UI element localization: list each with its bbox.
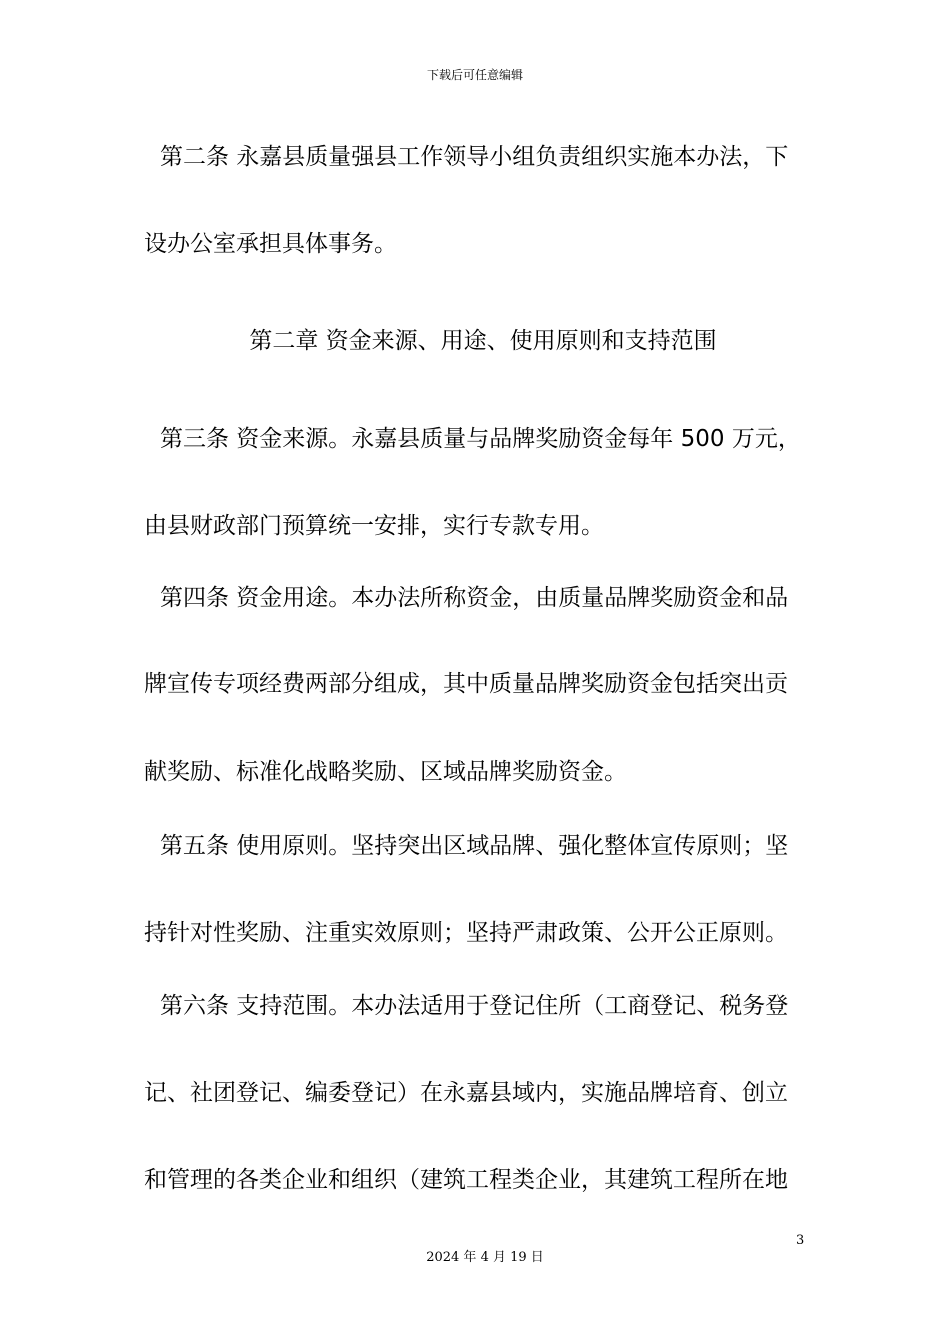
page-header: 下载后可任意编辑 bbox=[426, 68, 523, 82]
article-5-line-1: 第五条 使用原则。坚持突出区域品牌、强化整体宣传原则；坚 bbox=[160, 833, 789, 859]
article-2-line-1: 第二条 永嘉县质量强县工作领导小组负责组织实施本办法，下 bbox=[160, 144, 789, 170]
footer-date: 2024 年 4 月 19 日 bbox=[426, 1250, 544, 1265]
page-number: 3 bbox=[796, 1233, 805, 1248]
article-2-line-2: 设办公室承担具体事务。 bbox=[144, 231, 397, 257]
article-3-line-2: 由县财政部门预算统一安排，实行专款专用。 bbox=[144, 513, 604, 539]
article-6-line-2: 记、社团登记、编委登记）在永嘉县域内，实施品牌培育、创立 bbox=[144, 1080, 788, 1106]
article-6-line-3: 和管理的各类企业和组织（建筑工程类企业，其建筑工程所在地 bbox=[144, 1167, 788, 1193]
article-3-line-1: 第三条 资金来源。永嘉县质量与品牌奖励资金每年 500 万元， bbox=[160, 426, 801, 452]
article-4-line-1: 第四条 资金用途。本办法所称资金，由质量品牌奖励资金和品 bbox=[160, 585, 789, 611]
article-6-line-1: 第六条 支持范围。本办法适用于登记住所（工商登记、税务登 bbox=[160, 993, 789, 1019]
chapter-2-heading: 第二章 资金来源、用途、使用原则和支持范围 bbox=[249, 328, 717, 354]
article-5-line-2: 持针对性奖励、注重实效原则；坚持严肃政策、公开公正原则。 bbox=[144, 920, 788, 946]
article-4-line-3: 献奖励、标准化战略奖励、区域品牌奖励资金。 bbox=[144, 759, 627, 785]
article-4-line-2: 牌宣传专项经费两部分组成，其中质量品牌奖励资金包括突出贡 bbox=[144, 671, 788, 697]
